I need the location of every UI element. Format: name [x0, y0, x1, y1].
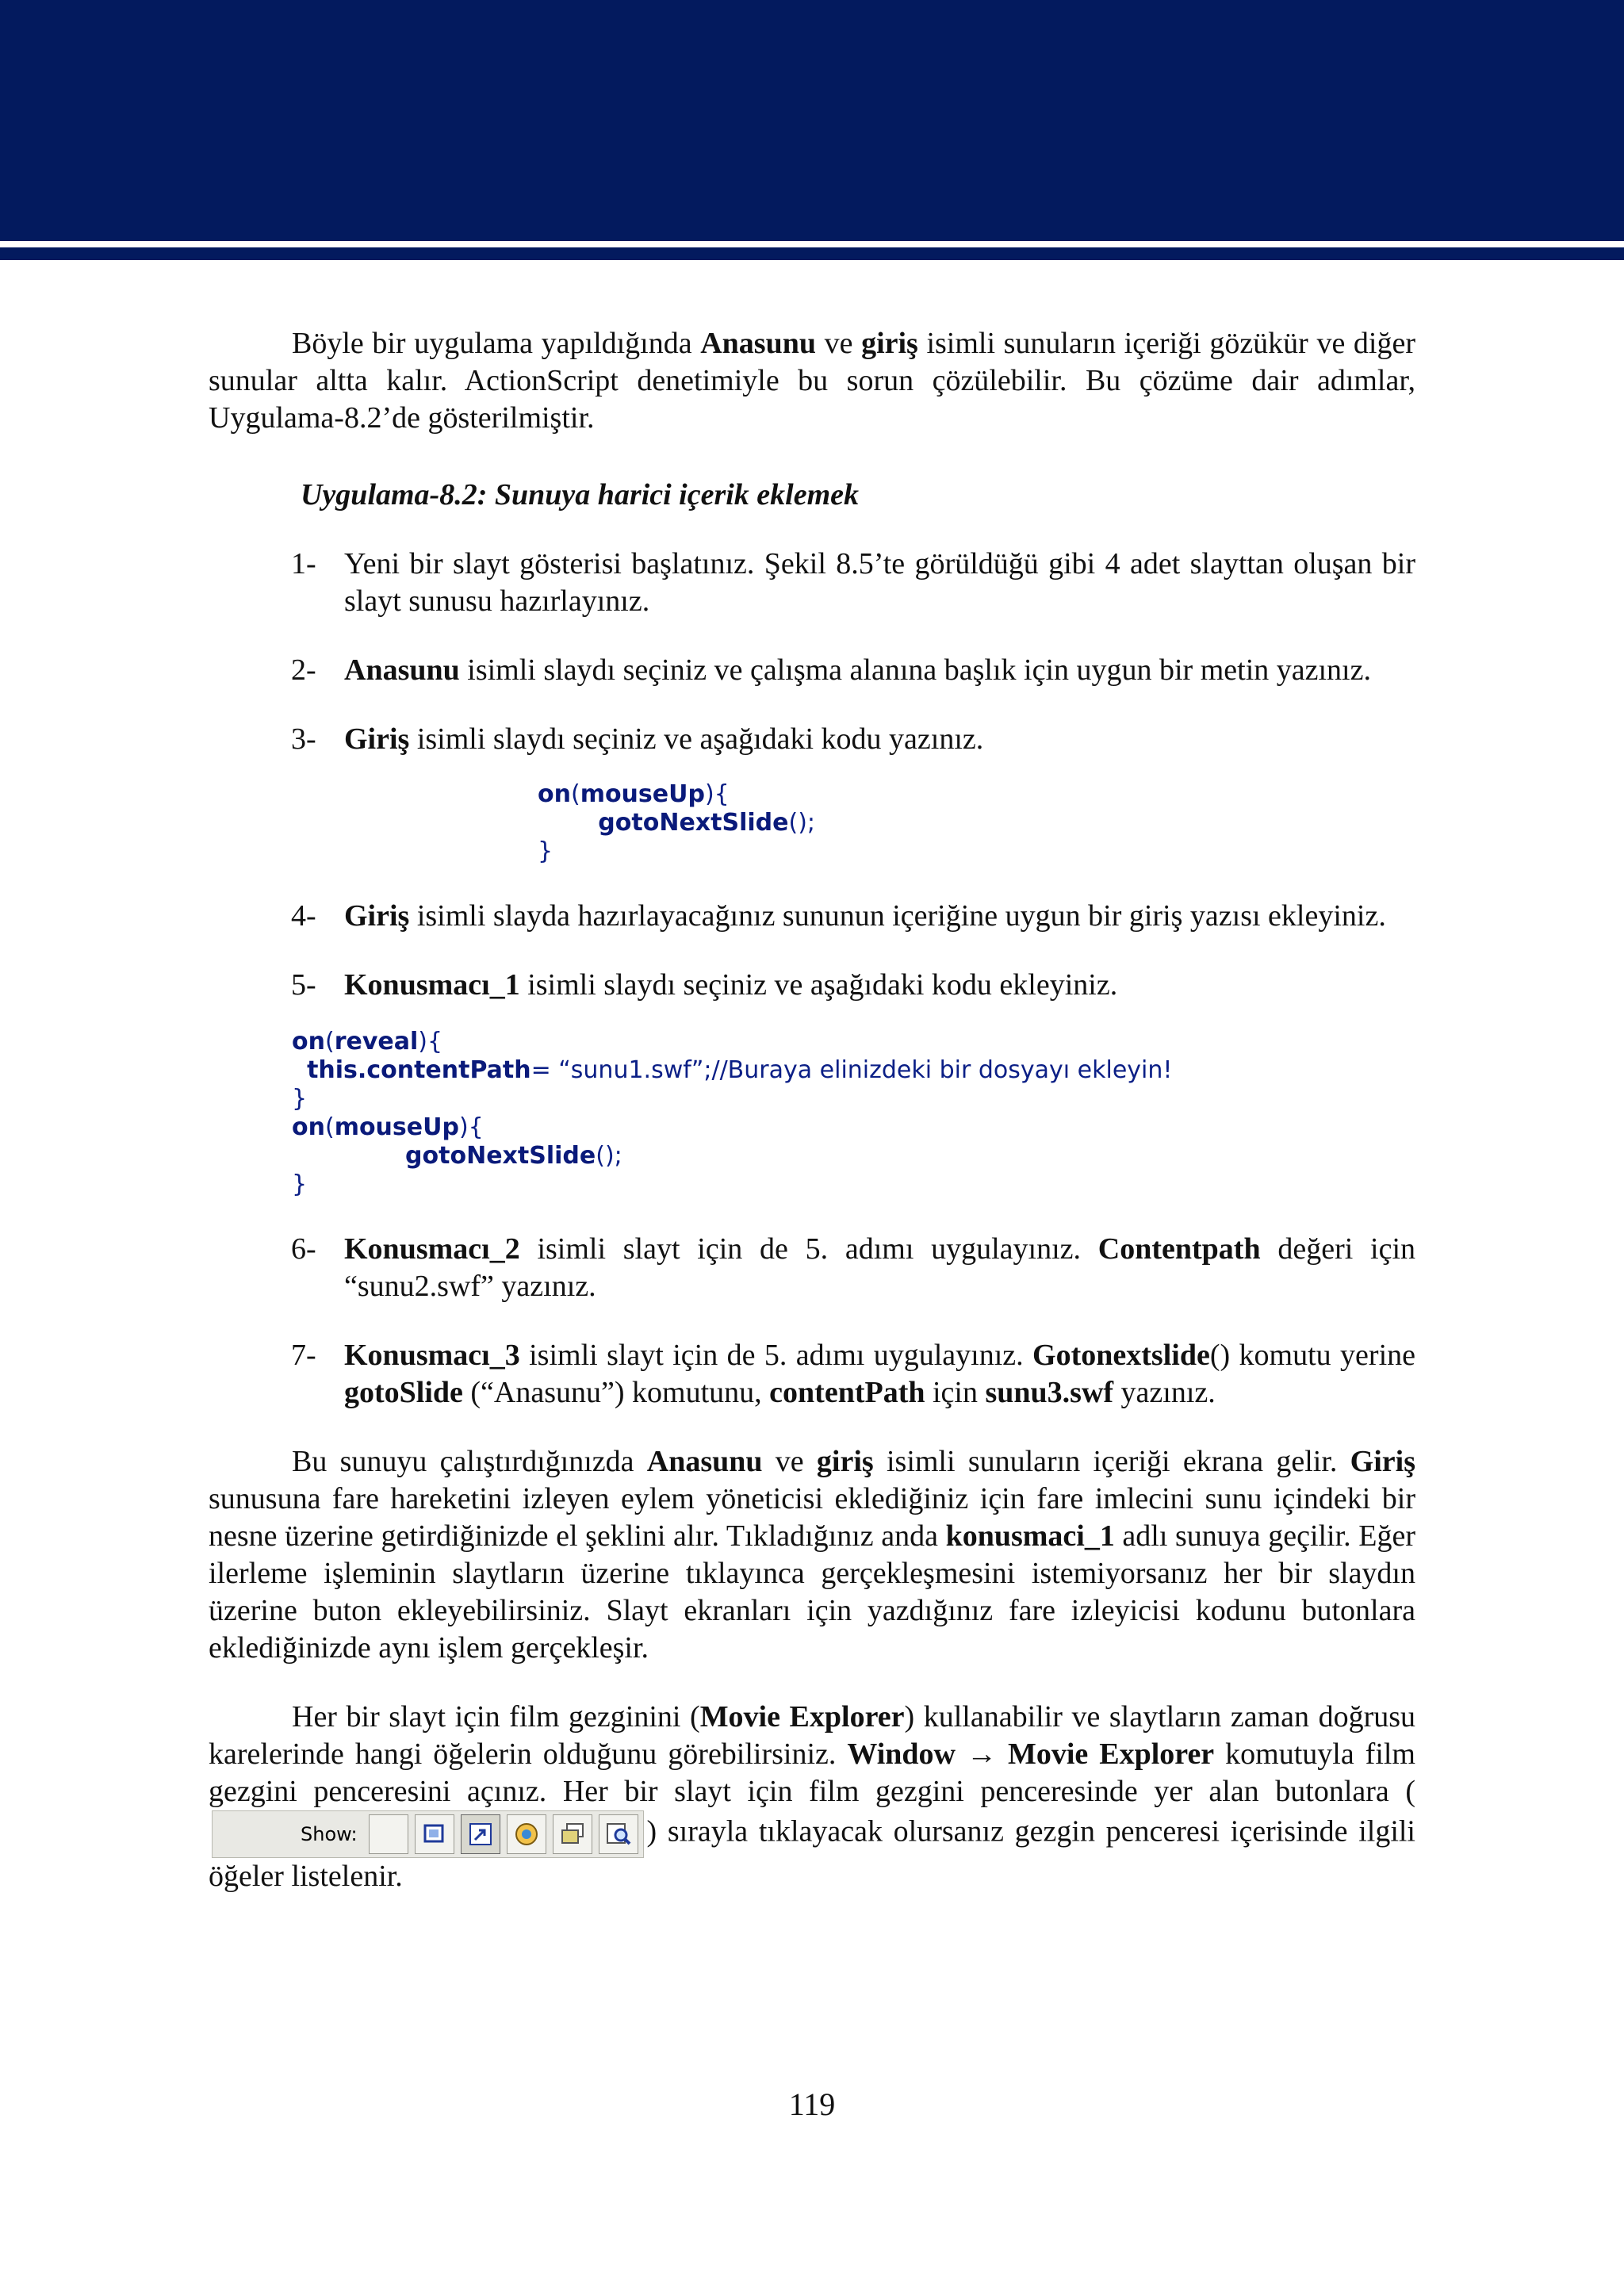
frame-icon: [421, 1821, 448, 1848]
bold-term: Window: [847, 1737, 956, 1771]
text: Böyle bir uygulama yapıldığında: [292, 327, 701, 360]
bold-term: Movie Explorer: [699, 1700, 905, 1734]
text: (“Anasunu”) komutunu,: [462, 1376, 770, 1409]
layers-icon: [559, 1821, 586, 1848]
step-text: [344, 898, 1415, 935]
step-number: 4-: [291, 899, 316, 933]
text: isimli slayt için de 5. adımı uygulayınız.: [519, 1339, 1033, 1372]
code-block-reveal: on(reveal){ this.contentPath= “sunu1.swf”;//Buraya elinizdeki bir dosyayı ekleyin! } on(mouseUp){ gotoNextSlide(); }: [292, 1028, 1173, 1198]
bold-term: Giriş: [344, 722, 410, 756]
bold-term: Contentpath: [1097, 1232, 1261, 1266]
code-text: ){: [704, 780, 730, 808]
step-number: 1-: [291, 547, 316, 580]
bold-term: sunu3.swf: [985, 1376, 1114, 1409]
text: isimli slaydı seçiniz ve çalışma alanına başlık için uygun bir metin yazınız.: [459, 653, 1371, 687]
bold-term: giriş: [816, 1445, 874, 1478]
code-event: mouseUp: [580, 780, 705, 808]
bold-term: Giriş: [1350, 1445, 1415, 1478]
text: isimli sunuların içeriği ekrana gelir.: [873, 1445, 1350, 1478]
code-call: gotoNextSlide: [405, 1142, 596, 1170]
text: için: [925, 1376, 986, 1409]
step-number: 3-: [291, 722, 316, 756]
customize-items-to-show-button[interactable]: [599, 1814, 638, 1854]
step-number: 7-: [291, 1339, 316, 1372]
bold-term: Giriş: [344, 899, 410, 933]
code-event: mouseUp: [334, 1113, 459, 1141]
code-keyword: on: [292, 1028, 325, 1055]
code-text: }: [292, 1170, 308, 1198]
bold-term: Gotonextslide: [1032, 1339, 1210, 1372]
show-buttons-movieclips-graphics-button[interactable]: [415, 1814, 454, 1854]
step-text: [344, 967, 1415, 1004]
text: isimli slayt için de 5. adımı uygulayınız.: [519, 1232, 1098, 1266]
code-keyword: on: [538, 780, 571, 808]
text: Her bir slayt için film gezginini (: [292, 1700, 700, 1734]
step-text: [344, 652, 1415, 689]
show-actionscripts-button[interactable]: [461, 1814, 500, 1854]
code-text: ();: [788, 809, 815, 837]
step-4: [209, 898, 1415, 935]
show-label: Show:: [301, 1823, 358, 1845]
code-call: gotoNextSlide: [598, 809, 789, 837]
code-text: ){: [458, 1113, 484, 1141]
show-frames-layers-button[interactable]: [553, 1814, 592, 1854]
bold-term: Konusmacı_1: [344, 968, 520, 1002]
bold-term: Anasunu: [700, 327, 816, 360]
media-icon: [513, 1821, 540, 1848]
bold-term: konusmaci_1: [945, 1519, 1115, 1553]
step-1: [209, 546, 1415, 620]
step-text: Yeni bir slayt gösterisi başlatınız. Şekil 8.5’te görüldüğü gibi 4 adet slayttan oluşan bir slayt sunusu hazırlayınız.: [344, 547, 1415, 618]
bold-term: gotoSlide: [344, 1376, 463, 1409]
step-7: [209, 1337, 1415, 1412]
code-property: this.contentPath: [307, 1056, 531, 1084]
movie-explorer-paragraph: [209, 1699, 1415, 1895]
show-video-sound-bitmaps-button[interactable]: [507, 1814, 546, 1854]
step-5: [209, 967, 1415, 1004]
bold-term: contentPath: [769, 1376, 925, 1409]
code-text: ();: [596, 1142, 622, 1170]
bold-term: giriş: [861, 327, 918, 360]
header-banner: [0, 0, 1624, 241]
text: değeri için “sunu2.swf” yazınız.: [344, 1232, 1416, 1303]
step-number: 5-: [291, 968, 316, 1002]
text: isimli slaydı seçiniz ve aşağıdaki kodu ekleyiniz.: [519, 968, 1118, 1002]
intro-paragraph: [209, 325, 1415, 437]
code-block-mouseup: on(mouseUp){ gotoNextSlide(); }: [538, 780, 815, 865]
step-number: 6-: [291, 1232, 316, 1266]
code-text: }: [538, 837, 553, 865]
text: isimli sunuların içeriği gözükür ve diğer sunular altta kalır. ActionScript denetimiyle bu sorun çözülebilir. Bu çözüme dair adımlar, Uygulama-8.2’de gösterilmiştir.: [209, 327, 1415, 435]
section-title: Uygulama-8.2: Sunuya harici içerik eklemek: [301, 478, 860, 511]
bold-term: Movie Explorer: [1007, 1737, 1215, 1771]
magnifier-list-icon: [605, 1821, 632, 1848]
text: isimli slayda hazırlayacağınız sununun içeriğine uygun bir giriş yazısı ekleyiniz.: [409, 899, 1386, 933]
code-event: reveal: [334, 1028, 419, 1055]
step-3: [209, 721, 1415, 758]
movie-explorer-toolbar: [212, 1810, 644, 1858]
explanation-paragraph: [209, 1443, 1415, 1667]
page-content: [209, 325, 1415, 1895]
step-text: [344, 721, 1415, 758]
page-number: 119: [788, 2086, 836, 2122]
show-text-button[interactable]: [369, 1814, 408, 1854]
bold-term: Anasunu: [646, 1445, 763, 1478]
text: ) sırayla tıklayacak olursanız gezgin penceresi içerisinde ilgili öğeler listelenir.: [209, 1814, 1415, 1893]
text: yazınız.: [1113, 1376, 1216, 1409]
header-rule: [0, 247, 1624, 260]
text: sunusuna fare hareketini izleyen eylem yöneticisi eklediğiniz için fare imlecini sunu içindeki bir nesne üzerine getirdiğinizde el şeklini alır. Tıkladığınız anda: [209, 1482, 1415, 1553]
text: adlı sunuya geçilir. Eğer ilerleme işleminin slaytların üzerine tıklayınca gerçekleşmesini istemiyorsanız her bir slaydın üzerine buton ekleyebilirsiniz. Slayt ekranları için yazdığınız fare izleyicisi kodunu butonlara eklediğinizde aynı işlem gerçekleşir.: [209, 1519, 1415, 1665]
arrow-symbol: →: [955, 1737, 1008, 1771]
bold-term: Anasunu: [344, 653, 460, 687]
bold-term: Konusmacı_2: [344, 1232, 520, 1266]
step-number: 2-: [291, 653, 316, 687]
arrow-script-icon: [467, 1821, 494, 1848]
text: isimli slaydı seçiniz ve aşağıdaki kodu yazınız.: [409, 722, 984, 756]
text: ve: [815, 327, 862, 360]
step-6: [209, 1231, 1415, 1305]
step-text: [344, 1337, 1415, 1412]
text: ) kullanabilir ve slaytların zaman doğrusu karelerinde hangi öğelerin olduğunu görebilirsiniz.: [209, 1700, 1416, 1771]
text: komutuyla film gezgini penceresini açınız. Her bir slayt için film gezgini penceresinde yer alan butonlara (: [209, 1737, 1415, 1808]
step-2: [209, 652, 1415, 689]
code-text: }: [292, 1085, 308, 1113]
text: ve: [762, 1445, 817, 1478]
text: () komutu yerine: [1209, 1339, 1415, 1372]
code-text: = “sunu1.swf”;//Buraya elinizdeki bir dosyayı ekleyin!: [530, 1056, 1173, 1084]
code-keyword: on: [292, 1113, 325, 1141]
bold-term: Konusmacı_3: [344, 1339, 520, 1372]
step-text: [344, 1231, 1415, 1305]
code-text: ){: [418, 1028, 443, 1055]
text: Bu sunuyu çalıştırdığınızda: [292, 1445, 647, 1478]
